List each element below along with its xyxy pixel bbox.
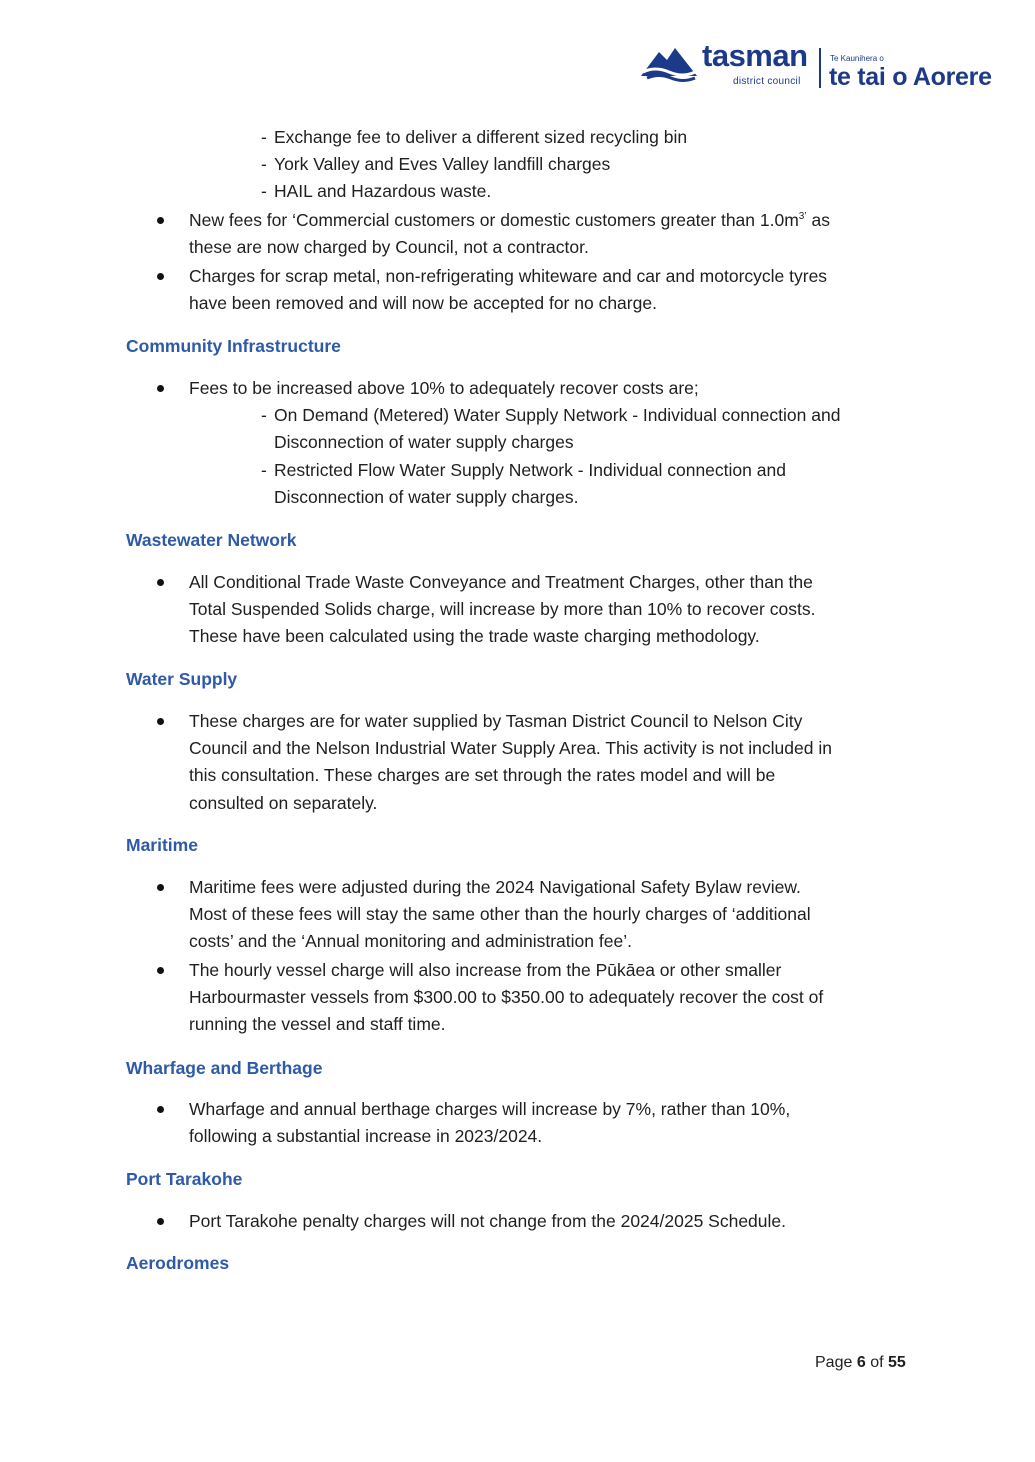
bullet-dot — [157, 967, 164, 974]
dash-item: Disconnection of water supply charges — [274, 432, 574, 452]
bullet-text: The hourly vessel charge will also increase from the Pūkāea or other smaller — [189, 960, 782, 980]
section-heading-water: Water Supply — [126, 669, 238, 689]
dash-marker: - — [261, 127, 267, 147]
bullet-text: these are now charged by Council, not a contractor. — [189, 237, 589, 257]
mountain-wave-icon — [641, 42, 697, 82]
dash-marker: - — [261, 181, 267, 201]
logo-subtitle: district council — [733, 76, 801, 87]
bullet-dot — [157, 385, 164, 392]
section-heading-aerodromes: Aerodromes — [126, 1253, 230, 1273]
bullet-text: costs’ and the ‘Annual monitoring and administration fee’. — [189, 931, 632, 951]
bullet-text: Harbourmaster vessels from $300.00 to $350.00 to adequately recover the cost of — [189, 987, 824, 1007]
bullet-dot — [157, 217, 164, 224]
dash-item: Disconnection of water supply charges. — [274, 487, 579, 507]
bullet-text: running the vessel and staff time. — [189, 1014, 446, 1034]
bullet-text: Council and the Nelson Industrial Water Supply Area. This activity is not included in — [189, 738, 832, 758]
logo-divider — [819, 48, 821, 88]
section-heading-community: Community Infrastructure — [126, 336, 341, 356]
bullet-dot — [157, 884, 164, 891]
bullet-text: Wharfage and annual berthage charges will increase by 7%, rather than 10%, — [189, 1099, 791, 1119]
bullet-text: Charges for scrap metal, non-refrigerating whiteware and car and motorcycle tyres — [189, 266, 828, 286]
bullet-text: These have been calculated using the trade waste charging methodology. — [189, 626, 760, 646]
bullet-text: These charges are for water supplied by Tasman District Council to Nelson City — [189, 711, 803, 731]
bullet-text: Port Tarakohe penalty charges will not change from the 2024/2025 Schedule. — [189, 1211, 787, 1231]
dash-item: HAIL and Hazardous waste. — [274, 181, 492, 201]
bullet-dot — [157, 1218, 164, 1225]
bullet-text: Most of these fees will stay the same other than the hourly charges of ‘additional — [189, 904, 811, 924]
bullet-text: All Conditional Trade Waste Conveyance and Treatment Charges, other than the — [189, 572, 813, 592]
bullet-text: New fees for ‘Commercial customers or domestic customers greater than $1.0m^{3’}$ as — [189, 210, 830, 230]
bullet-dot — [157, 273, 164, 280]
dash-item: Exchange fee to deliver a different sized recycling bin — [274, 127, 688, 147]
bullet-dot — [157, 579, 164, 586]
bullet-text: Maritime fees were adjusted during the 2024 Navigational Safety Bylaw review. — [189, 877, 801, 897]
bullet-text: following a substantial increase in 2023/2024. — [189, 1126, 543, 1146]
dash-item: Restricted Flow Water Supply Network - Individual connection and — [274, 460, 786, 480]
logo-maori-name: te tai o Aorere — [829, 63, 992, 91]
council-logo — [641, 40, 1003, 96]
bullet-text: this consultation. These charges are set through the rates model and will be — [189, 765, 776, 785]
section-heading-wastewater: Wastewater Network — [126, 530, 297, 550]
bullet-text: Fees to be increased above 10% to adequately recover costs are; — [189, 378, 699, 398]
page-number: Page 6 of 55 — [815, 1354, 906, 1371]
section-heading-wharfage: Wharfage and Berthage — [126, 1058, 323, 1078]
bullet-text: have been removed and will now be accepted for no charge. — [189, 293, 657, 313]
dash-item: York Valley and Eves Valley landfill charges — [274, 154, 611, 174]
bullet-text: Total Suspended Solids charge, will increase by more than 10% to recover costs. — [189, 599, 816, 619]
section-heading-port: Port Tarakohe — [126, 1169, 243, 1189]
bullet-text: consulted on separately. — [189, 793, 378, 813]
bullet-dot — [157, 718, 164, 725]
logo-maori-small: Te Kaunihera o — [830, 54, 884, 63]
dash-marker: - — [261, 154, 267, 174]
section-heading-maritime: Maritime — [126, 835, 198, 855]
dash-marker: - — [261, 460, 267, 480]
logo-wordmark: tasman — [702, 38, 808, 73]
dash-marker: - — [261, 405, 267, 425]
bullet-dot — [157, 1106, 164, 1113]
dash-item: On Demand (Metered) Water Supply Network - Individual connection and — [274, 405, 841, 425]
